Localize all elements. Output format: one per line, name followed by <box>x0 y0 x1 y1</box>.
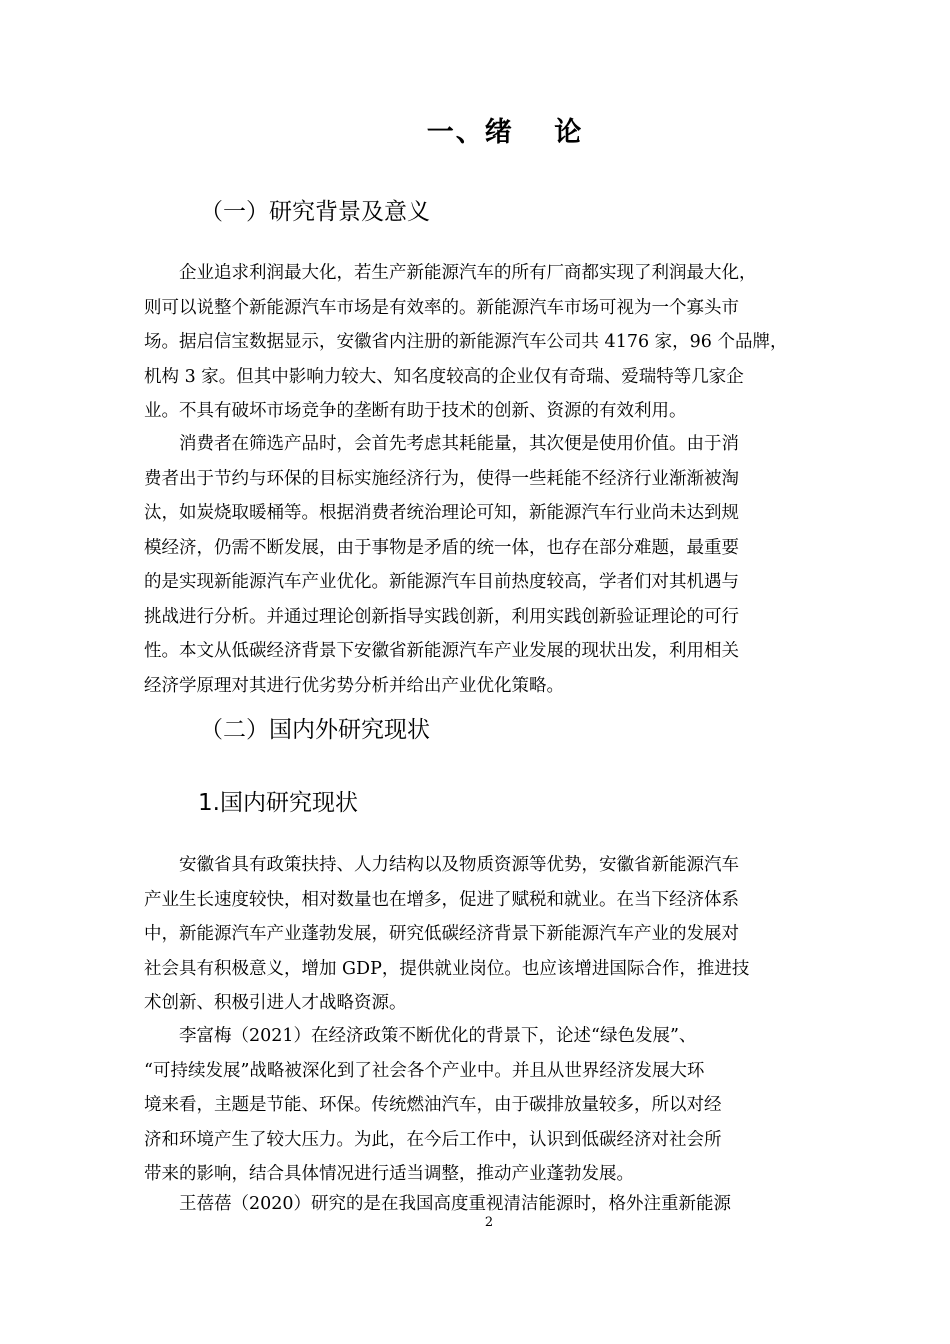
chapter-title: 一、绪 论 <box>426 117 584 148</box>
text-line: 安徽省具有政策扶持、人力结构以及物质资源等优势，安徽省新能源汽车 <box>144 855 739 875</box>
paragraph-domestic-2 <box>144 1019 824 1192</box>
section-heading-background: （一）研究背景及意义 <box>200 199 430 225</box>
paragraph-background-2 <box>144 427 824 703</box>
text-line: 王蓓蓓（2020）研究的是在我国高度重视清洁能源时，格外注重新能源 <box>144 1194 732 1214</box>
text-line: 性。本文从低碳经济背景下安徽省新能源汽车产业发展的现状出发，利用相关 <box>144 641 739 661</box>
text-line: 汰，如炭烧取暖桶等。根据消费者统治理论可知，新能源汽车行业尚未达到规 <box>144 503 739 523</box>
text-line: 消费者在筛选产品时，会首先考虑其耗能量，其次便是使用价值。由于消 <box>144 434 739 454</box>
text-line: 带来的影响，结合具体情况进行适当调整，推动产业蓬勃发展。 <box>144 1164 634 1184</box>
text-line: 经济学原理对其进行优劣势分析并给出产业优化策略。 <box>144 675 564 696</box>
page-number: 2 <box>484 1215 494 1230</box>
text-line: 产业生长速度较快，相对数量也在增多，促进了赋税和就业。在当下经济体系 <box>144 889 739 910</box>
text-line: 费者出于节约与环保的目标实施经济行为，使得一些耗能不经济行业渐渐被淘 <box>144 468 739 489</box>
text-line: 模经济，仍需不断发展，由于事物是矛盾的统一体，也存在部分难题，最重要 <box>144 537 739 558</box>
text-line: “可持续发展”战略被深化到了社会各个产业中。并且从世界经济发展大环 <box>144 1060 705 1081</box>
paragraph-background-1 <box>144 256 824 429</box>
paragraph-domestic-1 <box>144 848 824 1021</box>
text-line: 济和环境产生了较大压力。为此，在今后工作中，认识到低碳经济对社会所 <box>144 1129 722 1150</box>
text-line: 社会具有积极意义，增加 GDP，提供就业岗位。也应该增进国际合作，推进技 <box>144 958 750 979</box>
text-line: 则可以说整个新能源汽车市场是有效率的。新能源汽车市场可视为一个寡头市 <box>144 297 739 318</box>
section-heading-research-status: （二）国内外研究现状 <box>200 717 430 743</box>
text-line: 场。据启信宝数据显示，安徽省内注册的新能源汽车公司共 4176 家，96 个品牌， <box>144 332 788 352</box>
text-line: 企业追求利润最大化，若生产新能源汽车的所有厂商都实现了利润最大化， <box>144 263 757 283</box>
text-line: 业。不具有破坏市场竞争的垄断有助于技术的创新、资源的有效利用。 <box>144 401 687 421</box>
subsection-heading-domestic: 1.国内研究现状 <box>198 790 358 816</box>
text-line: 的是实现新能源汽车产业优化。新能源汽车目前热度较高，学者们对其机遇与 <box>144 572 739 592</box>
text-line: 李富梅（2021）在经济政策不断优化的背景下，论述“绿色发展”、 <box>144 1026 697 1046</box>
text-line: 境来看，主题是节能、环保。传统燃油汽车，由于碳排放量较多，所以对经 <box>144 1095 722 1115</box>
text-line: 机构 3 家。但其中影响力较大、知名度较高的企业仅有奇瑞、爱瑞特等几家企 <box>144 366 744 387</box>
text-line: 中，新能源汽车产业蓬勃发展，研究低碳经济背景下新能源汽车产业的发展对 <box>144 924 739 944</box>
text-line: 术创新、积极引进人才战略资源。 <box>144 993 407 1013</box>
text-line: 挑战进行分析。并通过理论创新指导实践创新，利用实践创新验证理论的可行 <box>144 606 739 627</box>
